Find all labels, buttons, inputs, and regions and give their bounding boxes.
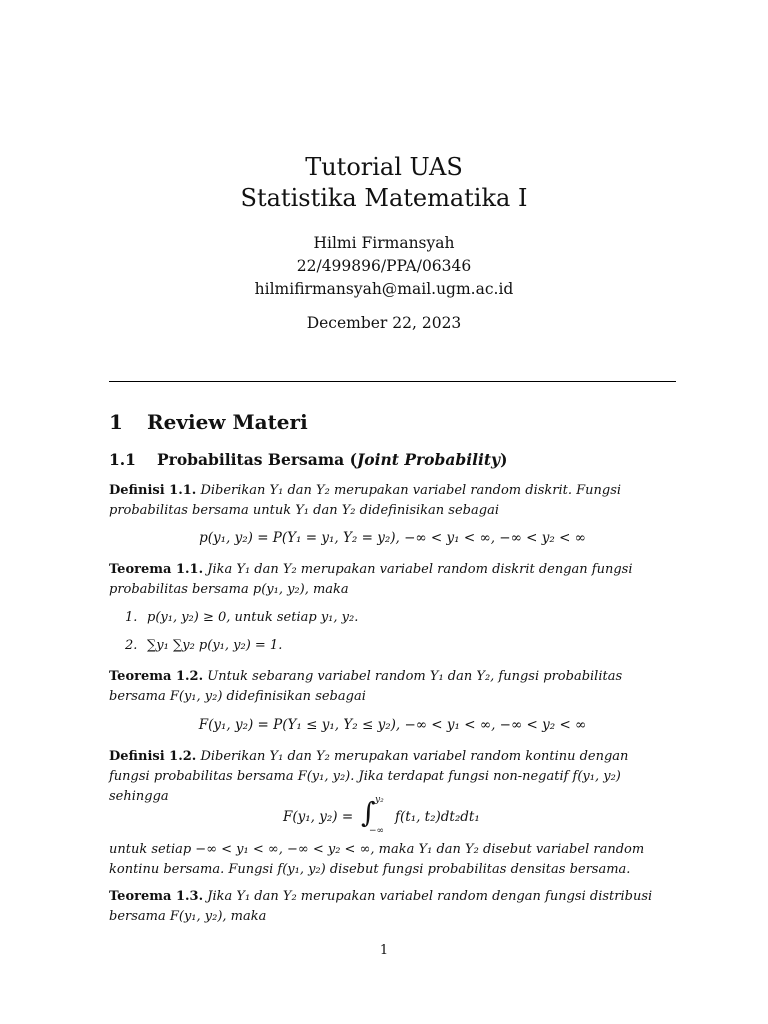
section-number: 1	[109, 410, 123, 434]
theorem-text: Jika Y₁ dan Y₂ merupakan variabel random dengan fungsi distribusi bersama F(y₁, y₂), maka	[109, 889, 653, 924]
horizontal-rule	[109, 381, 676, 382]
list-item	[125, 610, 358, 625]
theorem-1-2	[109, 667, 669, 707]
list-item-text: p(y₁, y₂) ≥ 0, untuk setiap y₁, y₂.	[147, 610, 359, 625]
theorem-text: Jika Y₁ dan Y₂ merupakan variabel random diskrit dengan fungsi probabilitas bersama p(y₁, y₂), maka	[109, 562, 633, 597]
theorem-1-3	[109, 887, 669, 927]
author-block	[0, 232, 768, 301]
integral-sign: ∫	[361, 796, 376, 829]
section-title: Review Materi	[147, 410, 308, 434]
definition-text-continued: untuk setiap −∞ < y₁ < ∞, −∞ < y₂ < ∞, maka Y₁ dan Y₂ disebut variabel random kontinu bersama. Fungsi f(y₁, y₂) disebut fungsi probabilitas densitas bersama.	[109, 842, 645, 877]
subsection-title-suffix: )	[500, 450, 508, 469]
theorem-label: Teorema 1.3.	[109, 889, 204, 904]
title-line-1: Tutorial UAS	[305, 153, 463, 181]
subsection-number: 1.1	[109, 450, 136, 469]
list-item-label: 1.	[125, 610, 138, 625]
document-title	[0, 152, 768, 214]
definition-1-2-continued	[109, 840, 669, 880]
theorem-label: Teorema 1.2.	[109, 669, 204, 684]
theorem-text: Untuk sebarang variabel random Y₁ dan Y₂, fungsi probabilitas bersama F(y₁, y₂) didefinisikan sebagai	[109, 669, 623, 704]
equation-joint-pmf: p(y₁, y₂) = P(Y₁ = y₁, Y₂ = y₂), −∞ < y₁ < ∞, −∞ < y₂ < ∞	[199, 530, 586, 546]
definition-label: Definisi 1.1.	[109, 483, 197, 498]
integral-lower-limit: −∞	[369, 826, 385, 836]
list-item	[125, 638, 282, 653]
integral-lhs: F(y₁, y₂) =	[283, 809, 354, 825]
author-name: Hilmi Firmansyah	[313, 234, 455, 252]
subsection-title-italic: Joint Probability	[356, 450, 501, 469]
list-item-text: ∑y₁ ∑y₂ p(y₁, y₂) = 1.	[147, 638, 283, 653]
definition-text: Diberikan Y₁ dan Y₂ merupakan variabel random kontinu dengan fungsi probabilitas bersama F(y₁, y₂). Jika terdapat fungsi non-negatif f(y₁, y₂) sehingga	[109, 749, 629, 804]
title-line-2: Statistika Matematika I	[240, 184, 528, 212]
subsection-title-prefix: Probabilitas Bersama (	[157, 450, 357, 469]
definition-label: Definisi 1.2.	[109, 749, 197, 764]
subsection-heading	[109, 450, 507, 469]
theorem-1-1	[109, 560, 669, 600]
page-number: 1	[379, 943, 389, 958]
section-heading	[109, 410, 308, 434]
author-id: 22/499896/PPA/06346	[296, 257, 472, 275]
theorem-label: Teorema 1.1.	[109, 562, 204, 577]
equation-joint-cdf: F(y₁, y₂) = P(Y₁ ≤ y₁, Y₂ ≤ y₂), −∞ < y₁ < ∞, −∞ < y₂ < ∞	[198, 717, 587, 733]
document-date: December 22, 2023	[306, 314, 462, 332]
integral-upper-limit: y₂	[375, 795, 384, 805]
list-item-label: 2.	[125, 638, 138, 653]
definition-1-1	[109, 481, 669, 521]
author-email: hilmifirmansyah@mail.ugm.ac.id	[254, 280, 514, 298]
definition-text: Diberikan Y₁ dan Y₂ merupakan variabel random diskrit. Fungsi probabilitas bersama untuk Y₁ dan Y₂ didefinisikan sebagai	[109, 483, 622, 518]
definition-1-2	[109, 747, 669, 807]
integrand: f(t₁, t₂)dt₂dt₁	[395, 809, 480, 825]
